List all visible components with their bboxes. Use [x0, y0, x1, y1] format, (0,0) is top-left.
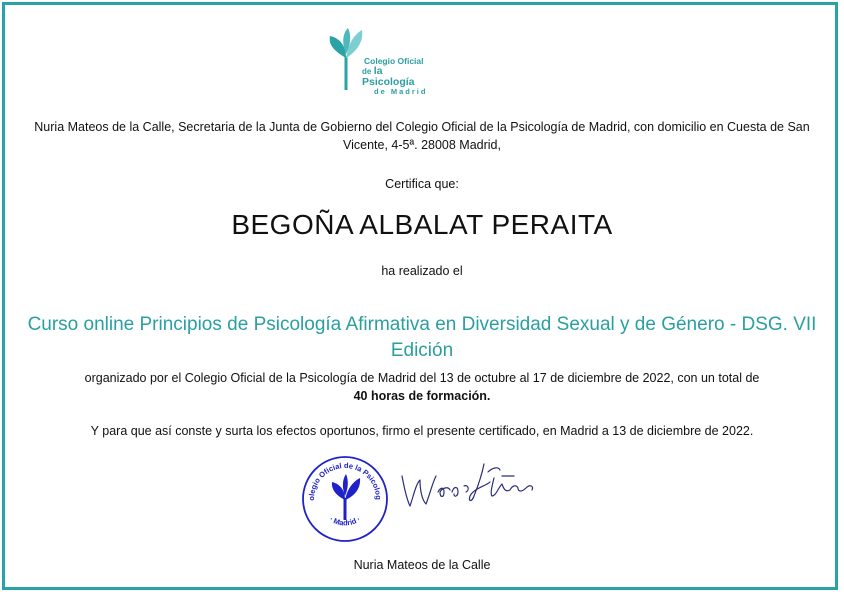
- intro-paragraph: Nuria Mateos de la Calle, Secretaria de la Junta de Gobierno del Colegio Oficial de la Psicología de Madrid, con domicilio en Cuesta de San Vicente, 4-5ª. 28008 Madrid,: [34, 120, 810, 152]
- logo-leaf-icon: [326, 26, 366, 92]
- organized-paragraph: [20, 369, 824, 405]
- logo-line-2: [362, 66, 436, 87]
- colegio-logo: [326, 26, 436, 96]
- logo-line-2-small: de: [362, 67, 372, 76]
- closing-paragraph: Y para que así conste y surta los efectos oportunos, firmo el presente certificado, en Madrid a 13 de diciembre de 2022.: [90, 424, 754, 438]
- course-title: Curso online Principios de Psicología Afirmativa en Diversidad Sexual y de Género - DSG. VII Edición: [27, 314, 817, 361]
- seal-bottom-text: · Madrid ·: [327, 514, 363, 528]
- logo-text: [362, 56, 436, 97]
- handwritten-signature: [394, 456, 544, 518]
- seal-top-text: olegio Oficial de la Psicolog: [306, 460, 384, 501]
- seal-leaf-icon: [332, 474, 360, 520]
- realizado-label: ha realizado el: [381, 264, 463, 278]
- hours-text: 40 horas de formación.: [353, 389, 491, 403]
- logo-line-3: de Madrid: [374, 87, 428, 96]
- recipient-name: BEGOÑA ALBALAT PERAITA: [231, 209, 613, 240]
- logo-line-1: Colegio Oficial: [364, 56, 424, 66]
- organized-text: organizado por el Colegio Oficial de la Psicología de Madrid del 13 de octubre al 17 de diciembre de 2022, con un total de: [84, 371, 760, 385]
- signatory-name: Nuria Mateos de la Calle: [353, 558, 491, 572]
- official-seal: [300, 454, 390, 544]
- certifica-label: Certifica que:: [385, 177, 459, 191]
- logo-line-2-big: la Psicología: [362, 65, 415, 88]
